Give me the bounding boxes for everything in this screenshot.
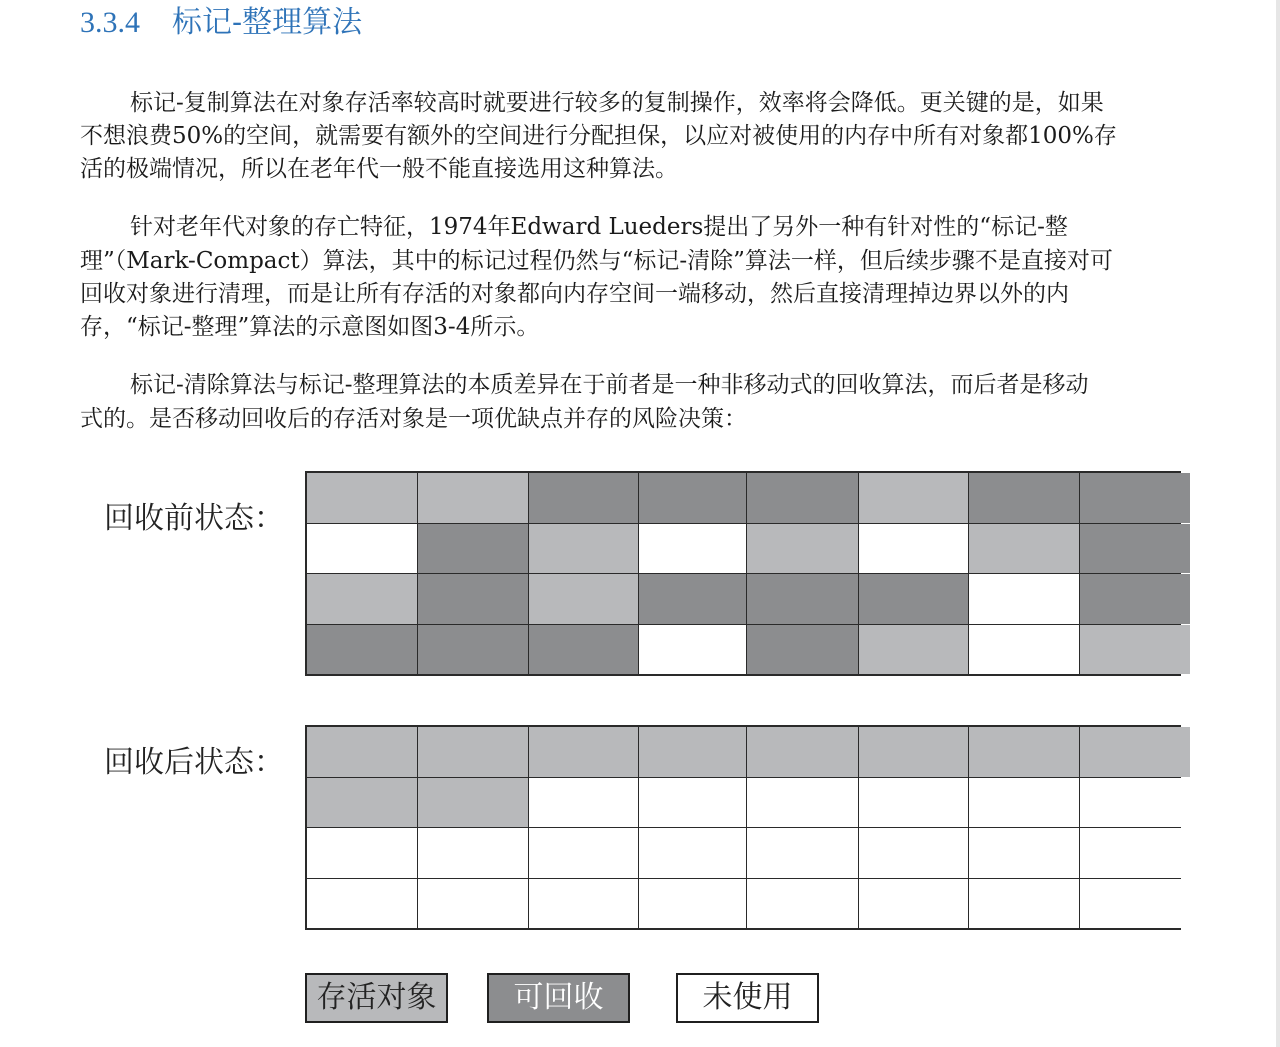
after-cell-unused (418, 879, 528, 929)
before-cell-reclaim (747, 473, 858, 523)
after-cell-unused (1080, 879, 1190, 929)
after-cell-unused (859, 778, 968, 828)
after-cell-unused (747, 778, 858, 828)
after-cell-unused (307, 879, 417, 929)
section-heading (80, 4, 362, 42)
after-cell-unused (969, 828, 1079, 878)
before-cell-reclaim (747, 574, 858, 624)
before-cell-reclaim (418, 524, 528, 574)
before-cell-reclaim (418, 625, 528, 675)
before-cell-reclaim (1080, 473, 1190, 523)
after-cell-unused (1080, 778, 1190, 828)
paragraph-2-line-2: 理”（Mark-Compact）算法，其中的标记过程仍然与“标记-清除”算法一样，但后续步骤不是直接对可 (80, 248, 1113, 274)
after-cell-unused (529, 828, 638, 878)
section-title: 标记-整理算法 (172, 5, 363, 40)
after-cell-live (418, 778, 528, 828)
after-cell-live (747, 727, 858, 777)
paragraph-2-line-3: 回收对象进行清理，而是让所有存活的对象都向内存空间一端移动，然后直接清理掉边界以外的内 (80, 281, 1069, 307)
before-cell-reclaim (747, 625, 858, 675)
after-cell-live (307, 778, 417, 828)
before-memory-grid (305, 471, 1181, 676)
before-cell-live (307, 473, 417, 523)
legend-reclaimable: 可回收 (487, 973, 630, 1023)
before-cell-reclaim (1080, 574, 1190, 624)
after-cell-live (859, 727, 968, 777)
before-cell-reclaim (307, 625, 417, 675)
before-cell-reclaim (1080, 524, 1190, 574)
before-cell-live (969, 524, 1079, 574)
before-cell-reclaim (529, 473, 638, 523)
section-number: 3.3.4 (80, 6, 140, 39)
after-cell-unused (307, 828, 417, 878)
after-cell-live (969, 727, 1079, 777)
after-cell-unused (969, 778, 1079, 828)
after-cell-live (529, 727, 638, 777)
before-cell-reclaim (639, 473, 746, 523)
after-cell-unused (747, 828, 858, 878)
after-cell-unused (859, 828, 968, 878)
after-cell-live (307, 727, 417, 777)
after-cell-unused (529, 879, 638, 929)
before-cell-live (418, 473, 528, 523)
before-cell-reclaim (418, 574, 528, 624)
legend-live-objects: 存活对象 (305, 973, 448, 1023)
before-cell-live (307, 574, 417, 624)
before-cell-reclaim (859, 574, 968, 624)
after-cell-unused (747, 879, 858, 929)
before-cell-live (747, 524, 858, 574)
before-cell-reclaim (969, 473, 1079, 523)
before-cell-unused (639, 524, 746, 574)
paragraph-1-line-1: 标记-复制算法在对象存活率较高时就要进行较多的复制操作，效率将会降低。更关键的是，如果 (130, 90, 1104, 116)
after-memory-grid (305, 725, 1181, 930)
after-cell-unused (639, 879, 746, 929)
before-cell-live (529, 524, 638, 574)
before-cell-unused (307, 524, 417, 574)
before-cell-live (859, 473, 968, 523)
page-edge (1276, 0, 1280, 1047)
before-cell-unused (639, 625, 746, 675)
paragraph-2-line-4: 存，“标记-整理”算法的示意图如图3-4所示。 (80, 314, 540, 340)
after-state-label: 回收后状态： (104, 745, 284, 780)
before-cell-reclaim (639, 574, 746, 624)
paragraph-2-line-1: 针对老年代对象的存亡特征，1974年Edward Lueders提出了另外一种有针对性的“标记-整 (130, 214, 1068, 240)
paragraph-3-line-1: 标记-清除算法与标记-整理算法的本质差异在于前者是一种非移动式的回收算法，而后者是移动 (130, 372, 1089, 398)
before-cell-unused (969, 574, 1079, 624)
after-cell-live (639, 727, 746, 777)
before-cell-unused (969, 625, 1079, 675)
before-cell-live (1080, 625, 1190, 675)
before-cell-live (529, 574, 638, 624)
paragraph-1-line-2: 不想浪费50%的空间，就需要有额外的空间进行分配担保，以应对被使用的内存中所有对象都100%存 (80, 123, 1117, 149)
legend-unused: 未使用 (676, 973, 819, 1023)
after-cell-unused (418, 828, 528, 878)
after-cell-unused (639, 778, 746, 828)
after-cell-unused (529, 778, 638, 828)
paragraph-3-line-2: 式的。是否移动回收后的存活对象是一项优缺点并存的风险决策： (80, 406, 747, 432)
before-cell-unused (859, 524, 968, 574)
after-cell-unused (1080, 828, 1190, 878)
after-cell-unused (859, 879, 968, 929)
before-cell-live (859, 625, 968, 675)
before-cell-reclaim (529, 625, 638, 675)
before-state-label: 回收前状态： (104, 501, 284, 536)
after-cell-unused (969, 879, 1079, 929)
after-cell-unused (639, 828, 746, 878)
paragraph-1-line-3: 活的极端情况，所以在老年代一般不能直接选用这种算法。 (80, 156, 678, 182)
after-cell-live (418, 727, 528, 777)
after-cell-live (1080, 727, 1190, 777)
